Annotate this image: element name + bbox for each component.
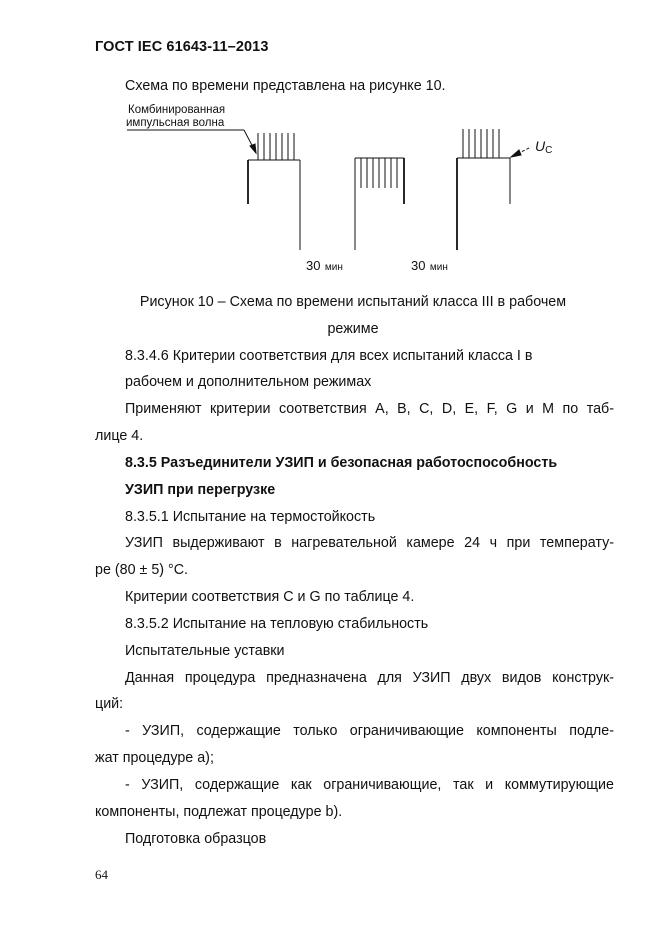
paragraph-criteria: Применяют критерии соответствия A, B, C, D, E, F, G и M по таб- <box>125 401 614 417</box>
paragraph-procedure: Данная процедура предназначена для УЗИП двух видов конструк- <box>125 670 614 686</box>
interval-2-unit: мин <box>429 262 448 273</box>
paragraph-criteria-cg: Критерии соответствия C и G по таблице 4. <box>125 589 415 605</box>
figure-caption-line2: режиме <box>327 321 379 337</box>
paragraph-criteria-cont: лице 4. <box>95 428 144 444</box>
interval-1-value: 30 <box>306 258 321 273</box>
list-item-a: - УЗИП, содержащие только ограничивающие компоненты подле- <box>125 723 614 739</box>
wave-label-line2: импульсная волна <box>126 117 225 129</box>
timing-diagram <box>0 0 661 290</box>
clause-8-3-5-1-title: 8.3.5.1 Испытание на термостойкость <box>125 509 376 525</box>
subheading-test-settings: Испытательные уставки <box>125 643 285 659</box>
list-item-b-cont: компоненты, подлежат процедуре b). <box>95 804 343 820</box>
clause-8-3-5-2-title: 8.3.5.2 Испытание на тепловую стабильность <box>125 616 429 632</box>
svg-text:30 мин <box>411 257 448 274</box>
paragraph-procedure-cont: ций: <box>95 696 124 712</box>
uc-label: U <box>535 138 546 154</box>
section-8-3-5-heading-cont: УЗИП при перегрузке <box>125 482 276 498</box>
paragraph-thermal-chamber: УЗИП выдерживают в нагревательной камере 24 ч при температу- <box>125 535 614 551</box>
section-8-3-5-heading: 8.3.5 Разъединители УЗИП и безопасная работоспособность <box>125 455 558 471</box>
document-header: ГОСТ IEC 61643-11–2013 <box>95 39 269 55</box>
clause-8-3-4-6-title-cont: рабочем и дополнительном режимах <box>125 374 372 390</box>
subheading-sample-preparation: Подготовка образцов <box>125 831 267 847</box>
list-item-b: - УЗИП, содержащие как ограничивающие, так и коммутирующие <box>125 777 614 793</box>
uc-subscript: C <box>545 145 553 156</box>
page-number: 64 <box>95 867 108 882</box>
intro-text: Схема по времени представлена на рисунке 10. <box>125 78 446 94</box>
pulse-group-3 <box>457 129 510 250</box>
wave-label-line1: Комбинированная <box>128 104 226 116</box>
svg-text:UC <box>535 138 552 156</box>
figure-caption-line1: Рисунок 10 – Схема по времени испытаний класса III в рабочем <box>139 294 567 310</box>
clause-8-3-4-6-title: 8.3.4.6 Критерии соответствия для всех испытаний класса I в <box>125 348 533 364</box>
uc-pointer <box>511 147 531 157</box>
paragraph-thermal-chamber-cont: ре (80 ± 5) °C. <box>95 562 189 578</box>
list-item-a-cont: жат процедуре a); <box>95 750 214 766</box>
interval-2-value: 30 <box>411 258 426 273</box>
pulse-group-2 <box>355 158 404 250</box>
svg-text:30 мин <box>306 257 343 274</box>
interval-1-unit: мин <box>324 262 343 273</box>
wave-label-arrow <box>127 130 256 153</box>
